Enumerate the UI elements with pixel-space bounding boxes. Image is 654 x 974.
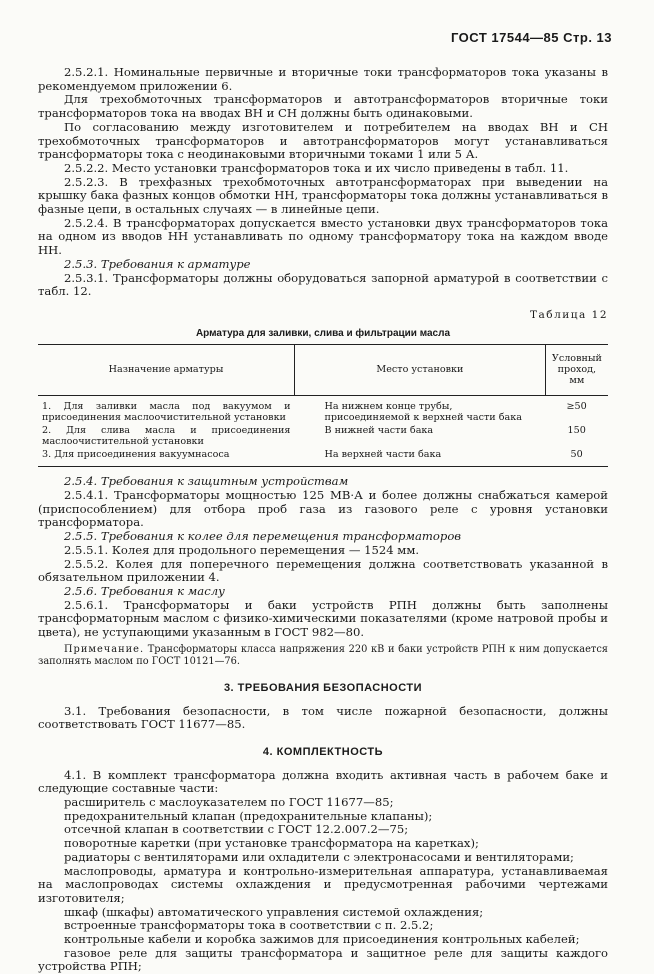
cell-purpose: 3. Для присоединения вакуумнасоса [38, 448, 295, 467]
heading-256: 2.5.6. Требования к маслу [64, 583, 225, 598]
cell-location: В нижней части бака [324, 425, 434, 437]
cell-purpose: 2. Для слива масла и присоединения маслоочистительной установки [42, 425, 291, 448]
page-header: ГОСТ 17544—85 Стр. 13 [450, 30, 612, 45]
para-2531: 2.5.3.1. Трансформаторы должны оборудоваться запорной арматурой в соответствии с табл. 12. [38, 270, 608, 299]
table-row [38, 448, 608, 467]
table-header-row [38, 345, 608, 396]
para-41: 4.1. В комплект трансформатора должна входить активная часть в рабочем баке и следующие составные части: [38, 767, 608, 796]
para-2552: 2.5.5.2. Колея для поперечного перемещения должна соответствовать указанной в обязательном приложении 4. [38, 556, 608, 585]
list-item: отсечной клапан в соответствии с ГОСТ 12.2.007.2—75; [64, 822, 409, 837]
para-2541: 2.5.4.1. Трансформаторы мощностью 125 МВ·А и более должны снабжаться камерой (приспособлением) для отбора проб газа из газового реле с уровня установки трансформатора. [38, 488, 608, 530]
col-header-diameter: Условный проход, мм [545, 345, 608, 396]
para-2521: 2.5.2.1. Номинальные первичные и вторичные токи трансформаторов тока указаны в рекомендуемом приложении 6. [38, 65, 608, 93]
table-row [38, 396, 608, 425]
col-header-location: Место установки [295, 345, 546, 396]
cell-location: На нижнем конце трубы, присоединяемой к верхней части бака [324, 401, 522, 424]
para-secondary-currents: Для трехобмоточных трансформаторов и автотрансформаторов вторичные токи трансформаторов тока на вводах ВН и СН должны быть одинаковыми. [38, 92, 608, 121]
list-item: маслопроводы, арматура и контрольно-измерительная аппаратура, устанавливаемая на маслопроводах системы охлаждения и предусмотренная рабочими чертежами изготовителя; [38, 863, 608, 905]
list-item: расширитель с маслоуказателем по ГОСТ 11677—85; [64, 795, 394, 810]
section-3-title: 3. ТРЕБОВАНИЯ БЕЗОПАСНОСТИ [223, 681, 423, 694]
list-item: радиаторы с вентиляторами или охладители с электронасосами и вентиляторами; [64, 849, 574, 864]
list-item: встроенные трансформаторы тока в соответствии с п. 2.5.2; [64, 918, 434, 933]
list-item: предохранительный клапан (предохранительные клапаны); [64, 808, 433, 823]
section-4-title: 4. КОМПЛЕКТНОСТЬ [262, 745, 384, 758]
heading-254: 2.5.4. Требования к защитным устройствам [64, 474, 349, 489]
valves-table [38, 344, 608, 467]
heading-253: 2.5.3. Требования к арматуре [64, 256, 251, 271]
para-2551: 2.5.5.1. Колея для продольного перемещения — 1524 мм. [64, 542, 420, 557]
cell-diameter: 150 [567, 425, 586, 437]
list-item: поворотные каретки (при установке трансформатора на каретках); [64, 836, 479, 851]
table-caption: Таблица 12 [530, 308, 608, 321]
table-row [38, 424, 608, 448]
cell-diameter: 50 [545, 448, 608, 467]
para-2523: 2.5.2.3. В трехфазных трехобмоточных автотрансформаторах при выведении на крышку бака фазных концов обмотки НН, трансформаторы тока должны устанавливаться в фазные цепи, в остальных случаях — в линейные цепи. [38, 174, 608, 217]
para-2561: 2.5.6.1. Трансформаторы и баки устройств РПН должны быть заполнены трансформаторным маслом с физико-химическими показателями (кроме натровой пробы и цвета), не уступающими указанным в ГОСТ 982—80. [38, 597, 608, 640]
col-header-purpose: Назначение арматуры [38, 345, 295, 396]
para-2524: 2.5.2.4. В трансформаторах допускается вместо установки двух трансформаторов тока на одном из вводов НН устанавливать по одному трансформатору тока на каждом вводе НН. [38, 215, 608, 258]
note-text: Трансформаторы класса напряжения 220 кВ и баки устройств РПН к ним допускается заполнять маслом по ГОСТ 10121—76. [38, 643, 608, 667]
cell-location: На верхней части бака [295, 448, 546, 467]
para-agreement: По согласованию между изготовителем и потребителем на вводах ВН и СН трехобмоточных трансформаторов и автотрансформаторов могут устанавливаться трансформаторы тока с неодинаковыми вторичными токами 1 или 5 А. [38, 119, 608, 162]
list-item: газовое реле для защиты трансформатора и защитное реле для защиты каждого устройства РПН; [38, 945, 608, 974]
para-31: 3.1. Требования безопасности, в том числе пожарной безопасности, должны соответствовать ГОСТ 11677—85. [38, 703, 608, 732]
cell-diameter: ≥50 [566, 401, 587, 413]
para-2522: 2.5.2.2. Место установки трансформаторов тока и их число приведены в табл. 11. [64, 160, 569, 175]
note [38, 644, 608, 668]
heading-255: 2.5.5. Требования к колее для перемещения трансформаторов [64, 529, 462, 544]
list-item: шкаф (шкафы) автоматического управления системой охлаждения; [64, 904, 484, 919]
note-label: Примечание. [64, 643, 145, 655]
cell-purpose: 1. Для заливки масла под вакуумом и присоединения маслоочистительной установки [42, 401, 291, 424]
table-title: Арматура для заливки, слива и фильтрации масла [195, 327, 451, 339]
document-body [38, 66, 608, 974]
list-item: контрольные кабели и коробка зажимов для присоединения контрольных кабелей; [64, 932, 580, 947]
